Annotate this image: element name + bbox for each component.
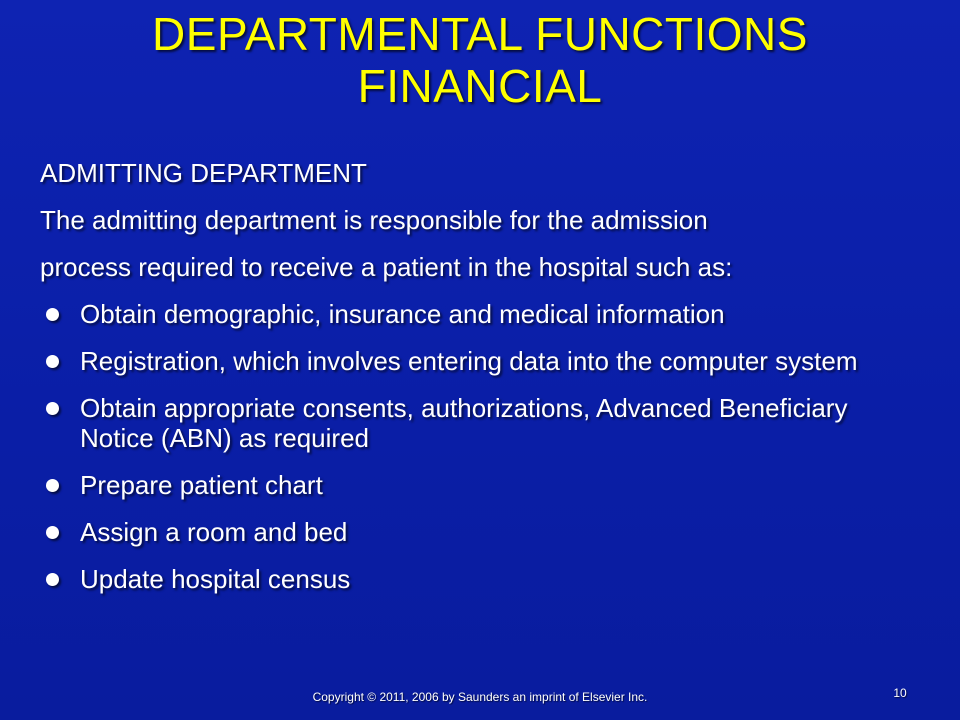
intro-text-line-1: The admitting department is responsible for the admission	[40, 205, 708, 235]
bullet-text: Assign a room and bed	[80, 517, 348, 547]
bullet-item	[40, 346, 920, 376]
bullet-item	[40, 393, 920, 453]
slide-body	[40, 158, 920, 611]
bullet-item	[40, 564, 920, 594]
bullet-text: Update hospital census	[80, 564, 351, 594]
bullet-icon	[46, 526, 59, 539]
slide-title	[0, 8, 960, 112]
bullet-icon	[46, 308, 59, 321]
page-number: 10	[893, 686, 907, 700]
copyright-footer: Copyright © 2011, 2006 by Saunders an imprint of Elsevier Inc.	[312, 690, 648, 704]
bullet-text: Obtain demographic, insurance and medical information	[80, 299, 725, 329]
bullet-item	[40, 470, 920, 500]
bullet-icon	[46, 355, 59, 368]
bullet-text: Prepare patient chart	[80, 470, 323, 500]
bullet-list	[40, 299, 920, 594]
bullet-icon	[46, 479, 59, 492]
section-heading: ADMITTING DEPARTMENT	[40, 158, 367, 188]
bullet-icon	[46, 402, 59, 415]
bullet-icon	[46, 573, 59, 586]
bullet-text: Obtain appropriate consents, authorizations, Advanced Beneficiary Notice (ABN) as required	[80, 393, 848, 453]
slide-title-line-2: FINANCIAL	[357, 60, 603, 112]
bullet-item	[40, 517, 920, 547]
slide-title-line-1: DEPARTMENTAL FUNCTIONS	[152, 8, 808, 60]
bullet-item	[40, 299, 920, 329]
intro-text-line-2: process required to receive a patient in the hospital such as:	[40, 252, 733, 282]
bullet-text: Registration, which involves entering data into the computer system	[80, 346, 858, 376]
